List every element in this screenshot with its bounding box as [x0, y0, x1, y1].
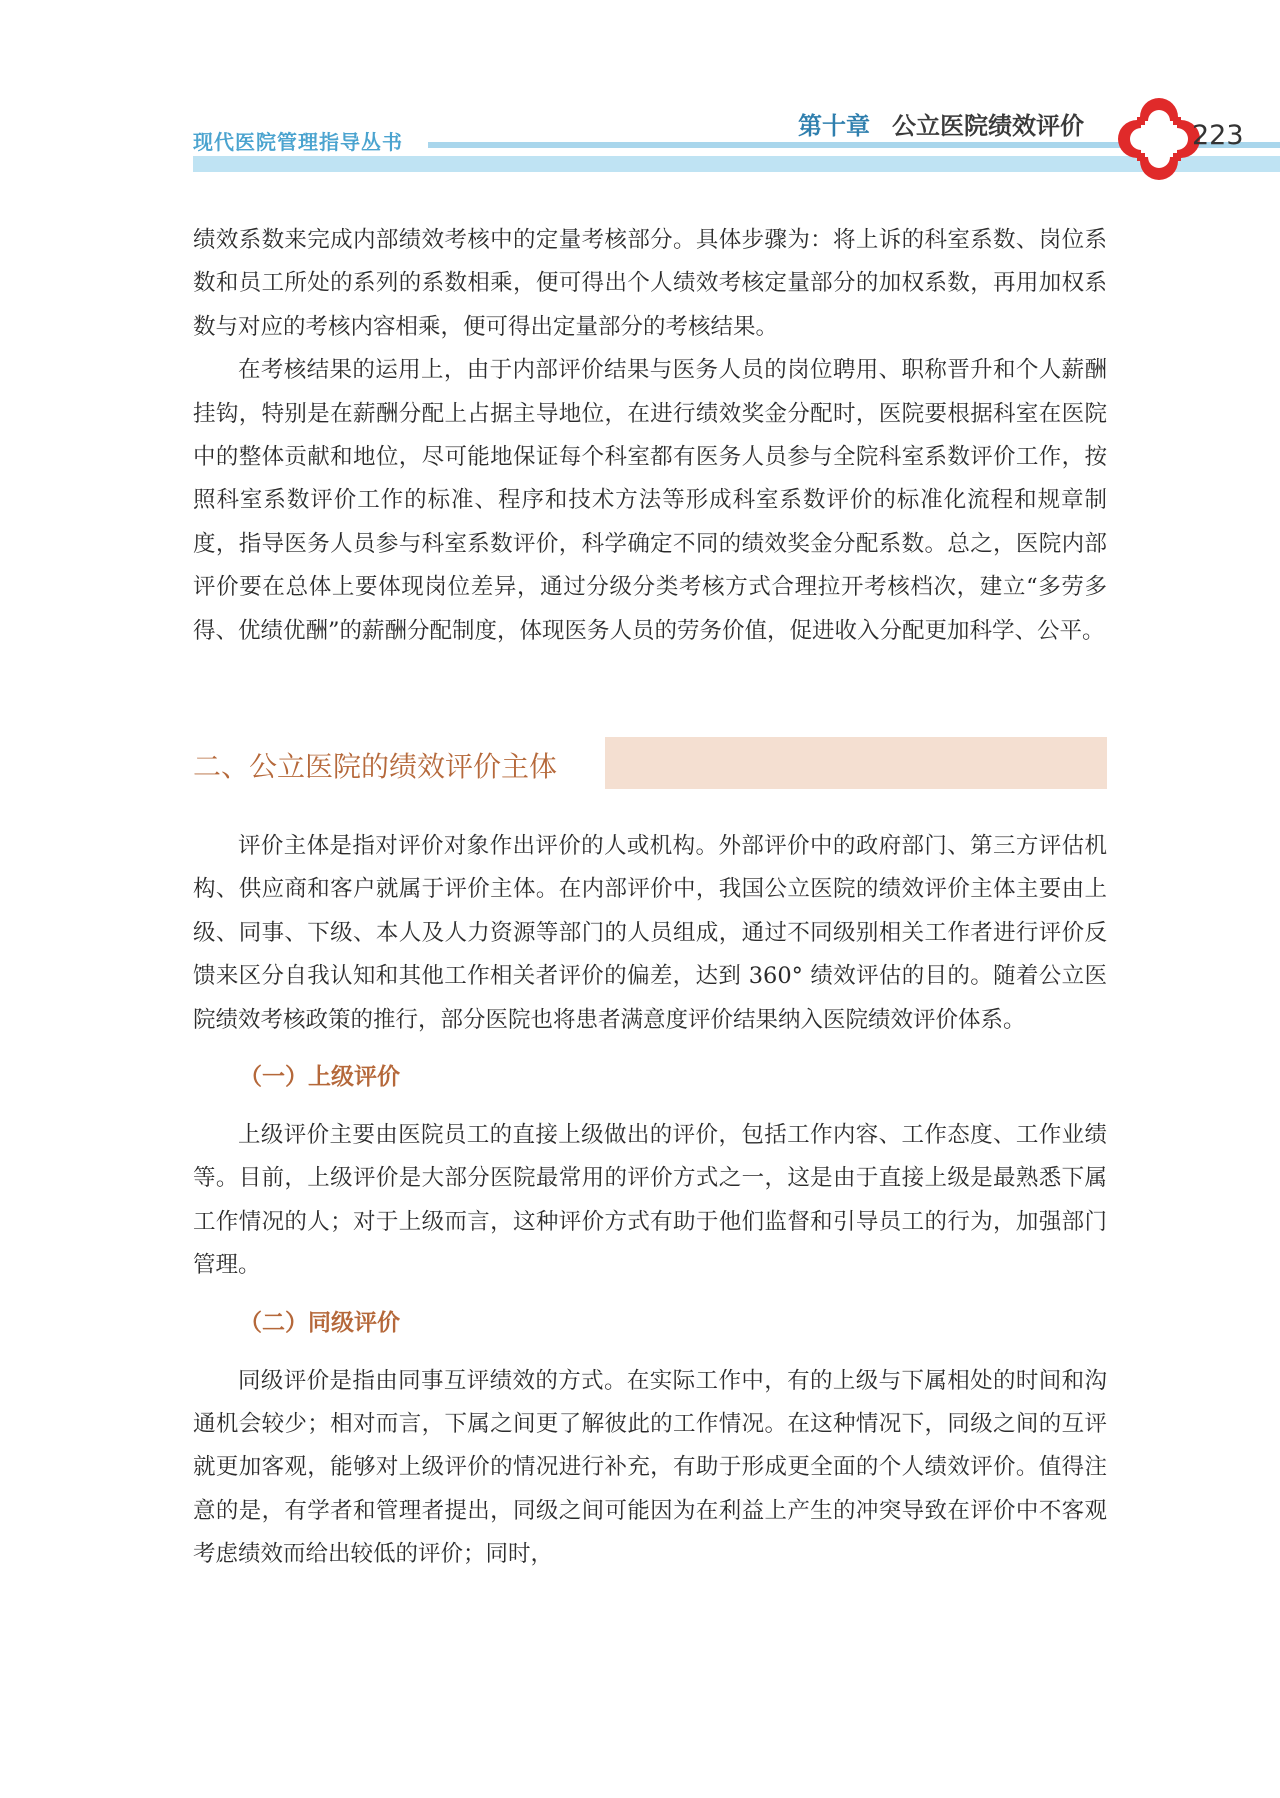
section-heading-title: 二、公立医院的绩效评价主体 — [193, 750, 558, 783]
header-rule-thick — [193, 156, 1280, 172]
chapter-title — [798, 106, 1084, 141]
paragraph-superior-evaluation: 上级评价主要由医院员工的直接上级做出的评价，包括工作内容、工作态度、工作业绩等。目前，上级评价是大部分医院最常用的评价方式之一，这是由于直接上级是最熟悉下属工作情况的人；对于上级而言，这种评价方式有助于他们监督和引导员工的行为，加强部门管理。 — [193, 1122, 1107, 1279]
section-two-body — [193, 825, 1107, 1577]
page-number: 223 — [1192, 120, 1244, 151]
chapter-name: 公立医院绩效评价 — [892, 111, 1084, 140]
paragraph-evaluation-subjects: 评价主体是指对评价对象作出评价的人或机构。外部评价中的政府部门、第三方评估机构、供应商和客户就属于评价主体。在内部评价中，我国公立医院的绩效评价主体主要由上级、同事、下级、本人及人力资源等部门的人员组成，通过不同级别相关工作者进行评价反馈来区分自我认知和其他工作相关者评价的偏差，达到 360° 绩效评估的目的。随着公立医院绩效考核政策的推行，部分医院也将患者满意度评价结果纳入医院绩效评价体系。 — [193, 833, 1107, 1033]
chapter-number: 第十章 — [798, 111, 870, 140]
subheading-superior-evaluation: （一）上级评价 — [239, 1064, 400, 1091]
section-heading-bar — [605, 737, 1107, 789]
page-header — [0, 0, 1280, 180]
paragraph-result-application: 在考核结果的运用上，由于内部评价结果与医务人员的岗位聘用、职称晋升和个人薪酬挂钩，特别是在薪酬分配上占据主导地位，在进行绩效奖金分配时，医院要根据科室在医院中的整体贡献和地位，尽可能地保证每个科室都有医务人员参与全院科室系数评价工作，按照科室系数评价工作的标准、程序和技术方法等形成科室系数评价的标准化流程和规章制度，指导医务人员参与科室系数评价，科学确定不同的绩效奖金分配系数。总之，医院内部评价要在总体上要体现岗位差异，通过分级分类考核方式合理拉开考核档次，建立“多劳多得、优绩优酬”的薪酬分配制度，体现医务人员的劳务价值，促进收入分配更加科学、公平。 — [193, 357, 1107, 644]
section-heading — [193, 737, 1107, 791]
subheading-peer-evaluation: （二）同级评价 — [239, 1309, 400, 1336]
hospital-cross-logo-icon — [1118, 98, 1200, 180]
series-title: 现代医院管理指导丛书 — [193, 130, 403, 154]
paragraph-quantitative-steps: 绩效系数来完成内部绩效考核中的定量考核部分。具体步骤为：将上诉的科室系数、岗位系数和员工所处的系列的系数相乘，便可得出个人绩效考核定量部分的加权系数，再用加权系数与对应的考核内容相乘，便可得出定量部分的考核结果。 — [193, 227, 1107, 340]
paragraph-peer-evaluation: 同级评价是指由同事互评绩效的方式。在实际工作中，有的上级与下属相处的时间和沟通机会较少；相对而言，下属之间更了解彼此的工作情况。在这种情况下，同级之间的互评就更加客观，能够对上级评价的情况进行补充，有助于形成更全面的个人绩效评价。值得注意的是，有学者和管理者提出，同级之间可能因为在利益上产生的冲突导致在评价中不客观考虑绩效而给出较低的评价；同时， — [193, 1367, 1107, 1568]
section-one-body — [193, 219, 1107, 653]
